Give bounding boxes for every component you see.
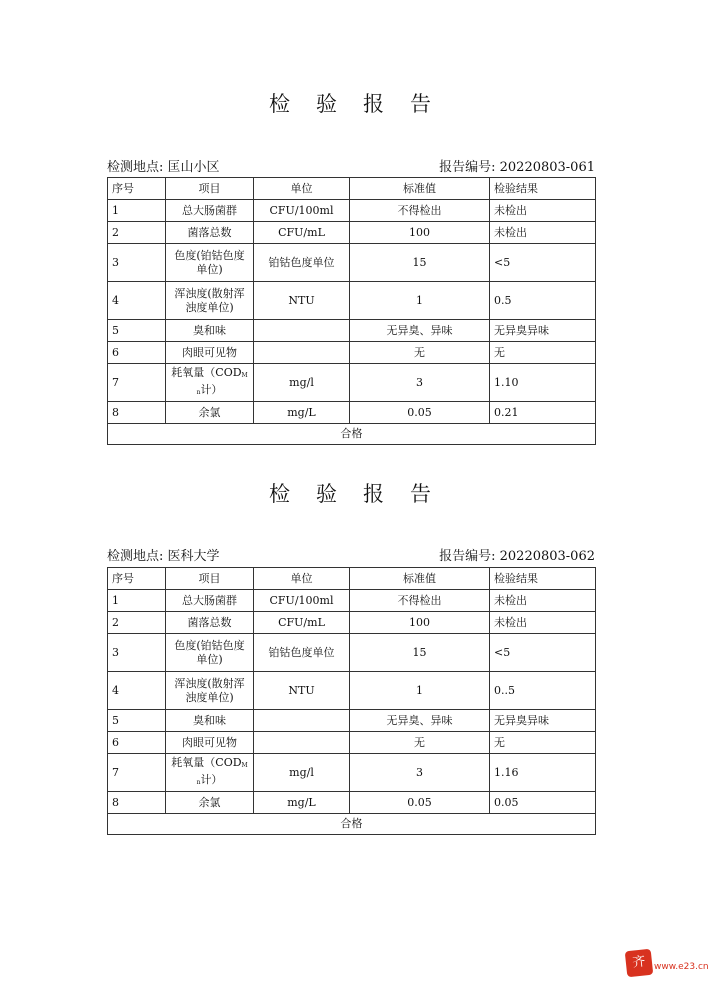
cell-item: 臭和味 [166, 320, 254, 342]
cell-no: 5 [108, 710, 166, 732]
table-row [108, 732, 596, 754]
location: 检测地点: 医科大学 [107, 549, 220, 564]
cell-unit: mg/l [254, 754, 350, 792]
cell-standard: 15 [350, 244, 490, 282]
watermark-seal-icon: 齐 [625, 949, 654, 978]
cell-item-subscript: Mn [196, 761, 248, 786]
cell-no: 8 [108, 792, 166, 814]
cell-result: 1.10 [490, 364, 596, 402]
table-row [108, 672, 596, 710]
cell-item: 肉眼可见物 [166, 732, 254, 754]
cell-item-main: 耗氧量（COD [171, 755, 242, 769]
cell-item: 肉眼可见物 [166, 342, 254, 364]
cell-no: 2 [108, 222, 166, 244]
cell-result: <5 [490, 634, 596, 672]
cell-result: <5 [490, 244, 596, 282]
cell-unit: CFU/mL [254, 612, 350, 634]
cell-unit [254, 320, 350, 342]
cell-no: 6 [108, 342, 166, 364]
cell-no: 3 [108, 634, 166, 672]
report-title: 检验报告 [269, 92, 457, 116]
cell-no: 8 [108, 402, 166, 424]
cell-unit: 铂钴色度单位 [254, 634, 350, 672]
cell-unit [254, 342, 350, 364]
cell-unit: mg/L [254, 792, 350, 814]
cell-result: 0..5 [490, 672, 596, 710]
cell-item [166, 364, 254, 402]
header-result: 检验结果 [490, 178, 596, 200]
report-title: 检验报告 [269, 482, 457, 506]
cell-standard: 无 [350, 342, 490, 364]
cell-unit: mg/L [254, 402, 350, 424]
cell-item: 余氯 [166, 402, 254, 424]
report-number-value: 20220803-061 [499, 160, 595, 175]
cell-no: 2 [108, 612, 166, 634]
location: 检测地点: 匡山小区 [107, 160, 220, 175]
cell-standard: 不得检出 [350, 590, 490, 612]
table-row [108, 590, 596, 612]
cell-item: 浑浊度(散射浑浊度单位) [166, 282, 254, 320]
cell-item: 菌落总数 [166, 612, 254, 634]
site-watermark [626, 948, 709, 980]
table-row [108, 282, 596, 320]
table-row [108, 222, 596, 244]
cell-unit: CFU/100ml [254, 200, 350, 222]
header-standard: 标准值 [350, 178, 490, 200]
cell-item: 余氯 [166, 792, 254, 814]
conclusion: 合格 [108, 424, 596, 445]
table-row [108, 320, 596, 342]
cell-result: 未检出 [490, 590, 596, 612]
cell-standard: 0.05 [350, 792, 490, 814]
conclusion-row [108, 424, 596, 445]
table-row [108, 364, 596, 402]
report-number: 报告编号: 20220803-062 [439, 549, 595, 564]
table-row [108, 342, 596, 364]
cell-standard: 100 [350, 222, 490, 244]
cell-no: 1 [108, 200, 166, 222]
cell-result: 未检出 [490, 200, 596, 222]
cell-item [166, 754, 254, 792]
cell-standard: 不得检出 [350, 200, 490, 222]
cell-standard: 无 [350, 732, 490, 754]
table-row [108, 710, 596, 732]
header-no: 序号 [108, 178, 166, 200]
cell-unit: CFU/100ml [254, 590, 350, 612]
cell-item-tail: 计） [200, 772, 223, 786]
header-unit: 单位 [254, 178, 350, 200]
results-table [107, 177, 596, 445]
cell-no: 1 [108, 590, 166, 612]
table-row [108, 634, 596, 672]
table-row [108, 612, 596, 634]
cell-no: 7 [108, 754, 166, 792]
cell-result: 无 [490, 342, 596, 364]
table-row [108, 402, 596, 424]
cell-unit [254, 732, 350, 754]
cell-no: 5 [108, 320, 166, 342]
cell-no: 4 [108, 282, 166, 320]
location-label: 检测地点 [107, 549, 160, 564]
cell-item-subscript: Mn [196, 371, 248, 396]
cell-item: 菌落总数 [166, 222, 254, 244]
cell-item: 总大肠菌群 [166, 200, 254, 222]
location-value: 医科大学 [167, 549, 220, 564]
table-row [108, 200, 596, 222]
cell-standard: 3 [350, 754, 490, 792]
cell-no: 3 [108, 244, 166, 282]
cell-no: 4 [108, 672, 166, 710]
header-no: 序号 [108, 568, 166, 590]
header-standard: 标准值 [350, 568, 490, 590]
cell-result: 0.21 [490, 402, 596, 424]
cell-item: 色度(铂钴色度单位) [166, 244, 254, 282]
cell-item-main: 耗氧量（COD [171, 365, 242, 379]
cell-item: 臭和味 [166, 710, 254, 732]
report-meta [107, 159, 595, 177]
cell-item: 色度(铂钴色度单位) [166, 634, 254, 672]
cell-result: 未检出 [490, 612, 596, 634]
cell-standard: 3 [350, 364, 490, 402]
cell-unit: mg/l [254, 364, 350, 402]
cell-standard: 100 [350, 612, 490, 634]
cell-standard: 无异臭、异味 [350, 320, 490, 342]
cell-standard: 15 [350, 634, 490, 672]
table-header-row [108, 568, 596, 590]
cell-standard: 无异臭、异味 [350, 710, 490, 732]
report-meta [107, 548, 595, 566]
conclusion-row [108, 814, 596, 835]
cell-standard: 1 [350, 672, 490, 710]
watermark-site-text: www.e23.cn [654, 962, 709, 972]
cell-result: 无 [490, 732, 596, 754]
location-value: 匡山小区 [167, 160, 220, 175]
header-item: 项目 [166, 568, 254, 590]
cell-result: 无异臭异味 [490, 710, 596, 732]
table-row [108, 754, 596, 792]
cell-unit [254, 710, 350, 732]
cell-standard: 1 [350, 282, 490, 320]
cell-result: 未检出 [490, 222, 596, 244]
header-result: 检验结果 [490, 568, 596, 590]
location-label: 检测地点 [107, 160, 160, 175]
cell-unit: CFU/mL [254, 222, 350, 244]
cell-no: 7 [108, 364, 166, 402]
cell-result: 0.5 [490, 282, 596, 320]
cell-unit: NTU [254, 282, 350, 320]
conclusion: 合格 [108, 814, 596, 835]
table-row [108, 244, 596, 282]
report-number: 报告编号: 20220803-061 [439, 160, 595, 175]
cell-result: 1.16 [490, 754, 596, 792]
cell-result: 无异臭异味 [490, 320, 596, 342]
header-item: 项目 [166, 178, 254, 200]
results-table [107, 567, 596, 835]
header-unit: 单位 [254, 568, 350, 590]
table-header-row [108, 178, 596, 200]
report-number-value: 20220803-062 [499, 549, 595, 564]
cell-item: 浑浊度(散射浑浊度单位) [166, 672, 254, 710]
cell-item: 总大肠菌群 [166, 590, 254, 612]
cell-no: 6 [108, 732, 166, 754]
table-row [108, 792, 596, 814]
cell-standard: 0.05 [350, 402, 490, 424]
report-number-label: 报告编号 [439, 549, 492, 564]
cell-unit: 铂钴色度单位 [254, 244, 350, 282]
report-number-label: 报告编号 [439, 160, 492, 175]
cell-item-tail: 计） [200, 382, 223, 396]
cell-unit: NTU [254, 672, 350, 710]
cell-result: 0.05 [490, 792, 596, 814]
